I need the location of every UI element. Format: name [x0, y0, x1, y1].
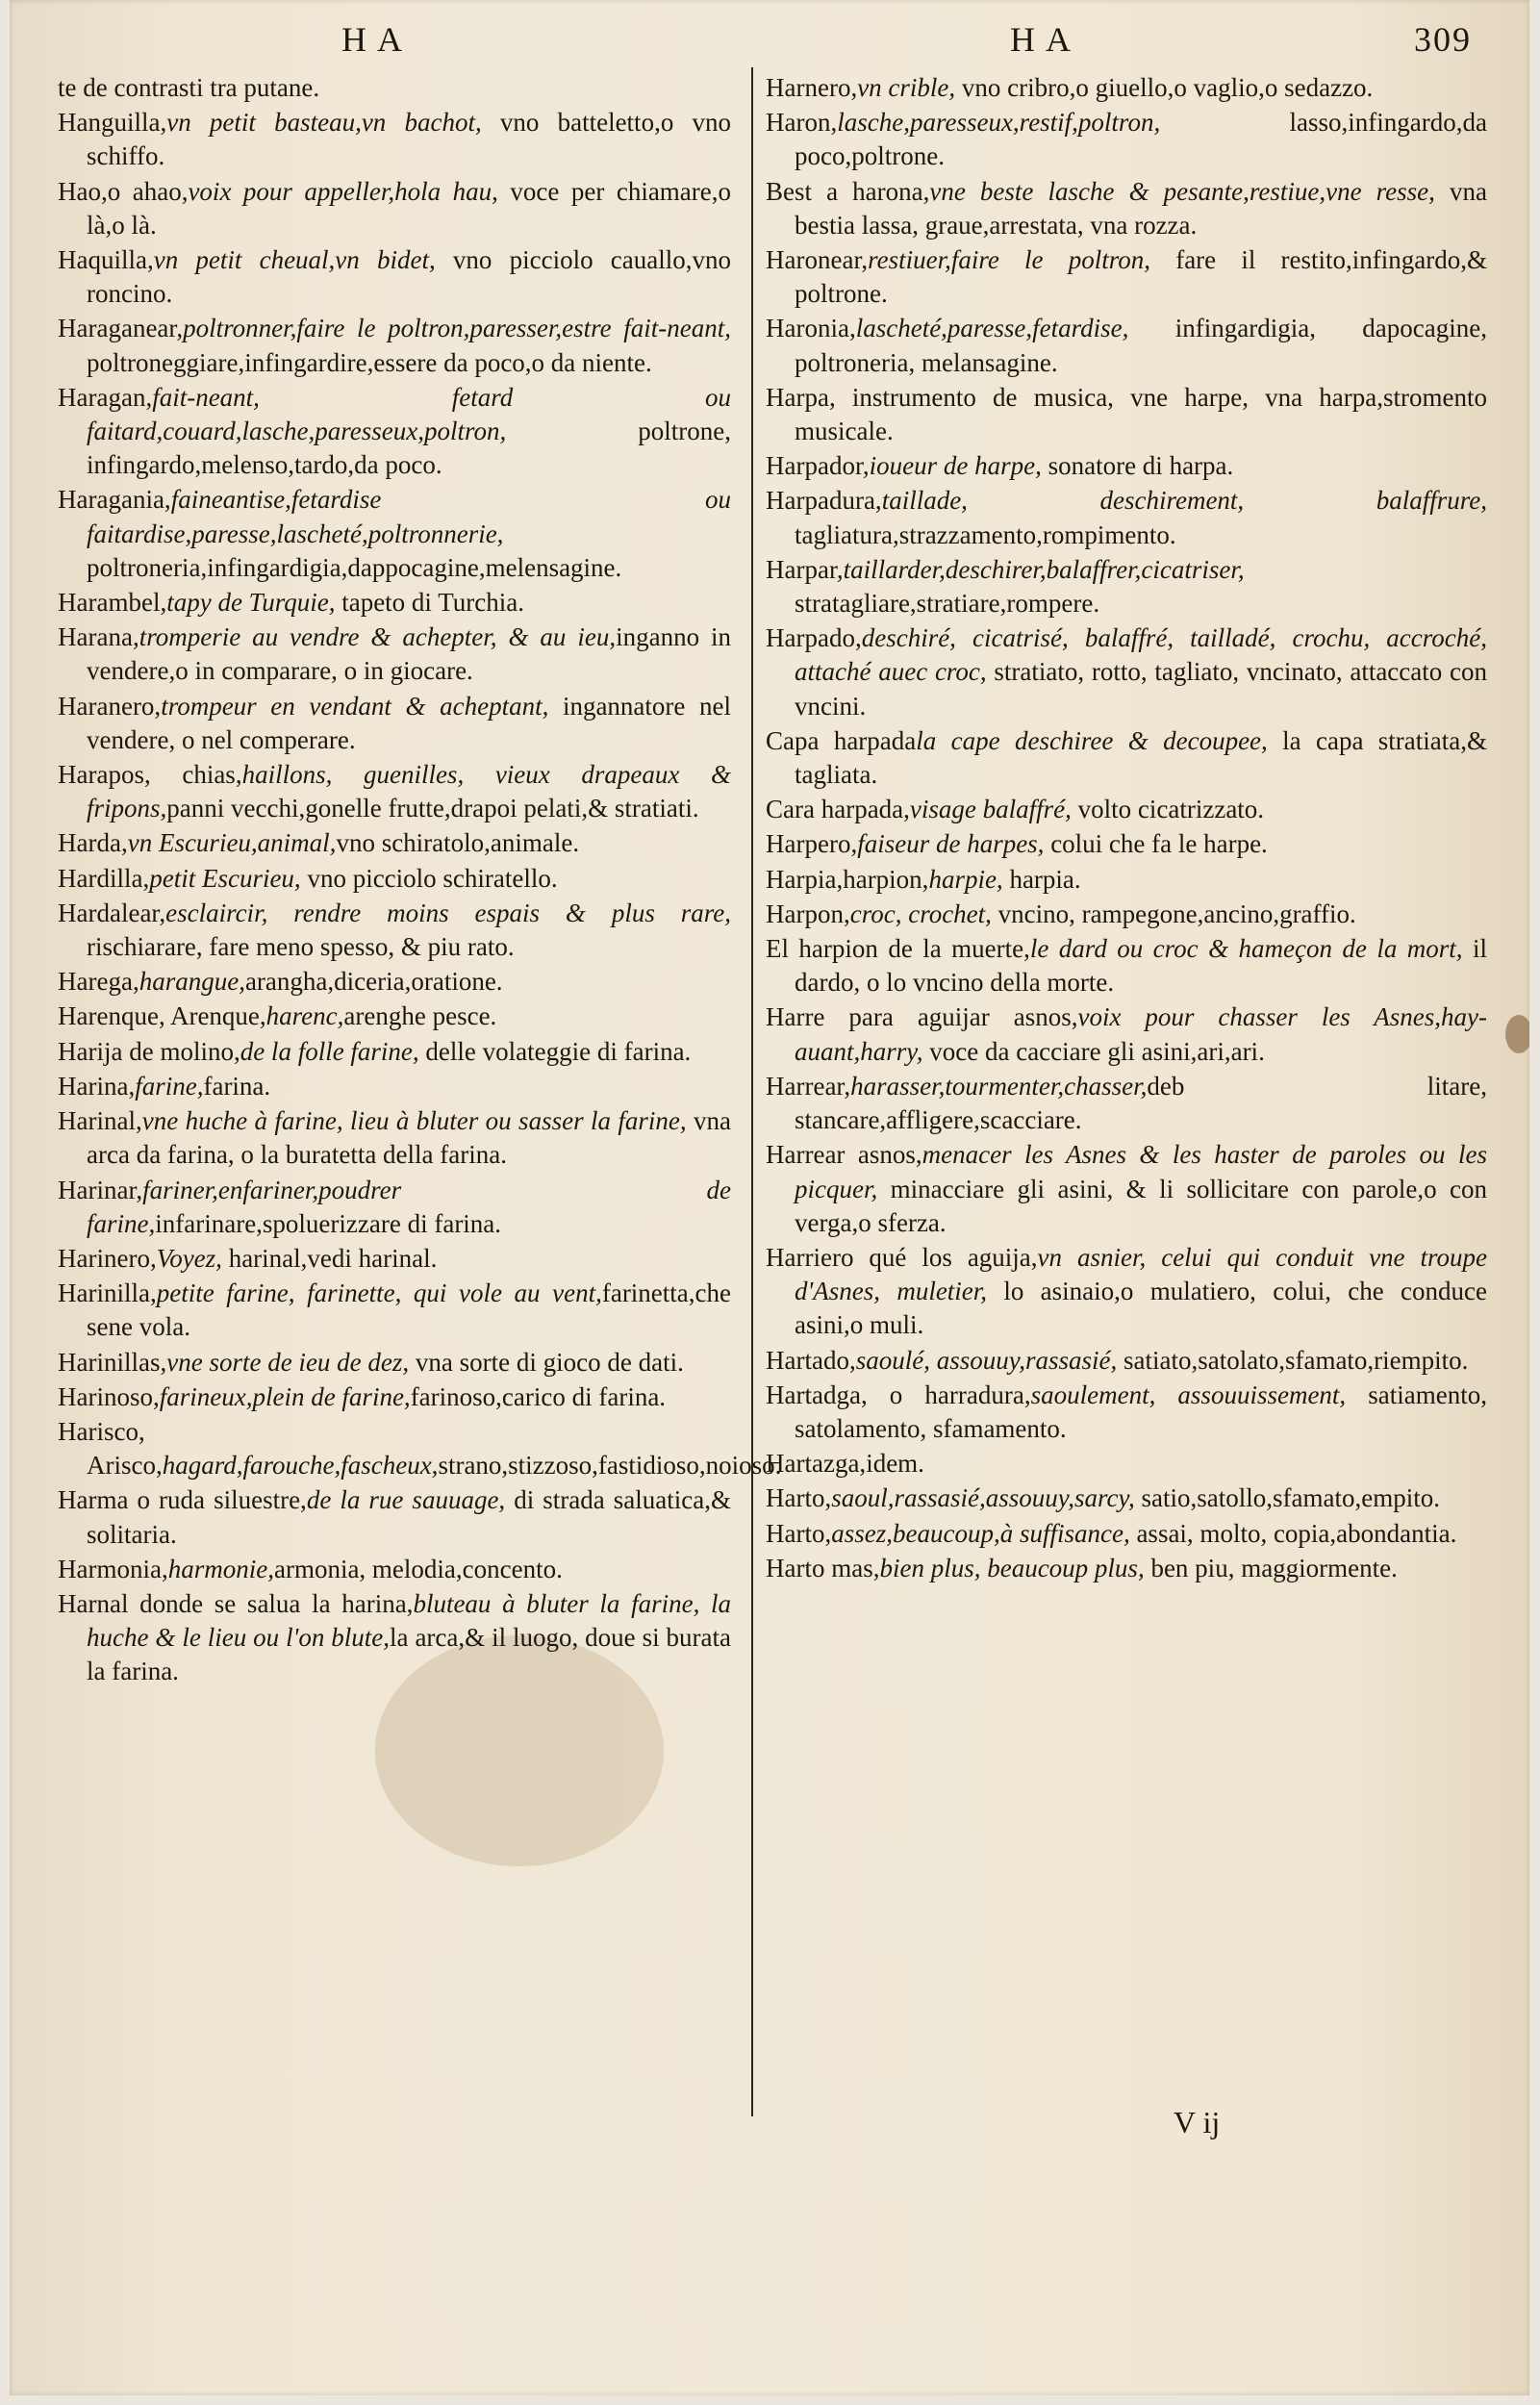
dictionary-entry: [766, 1517, 1487, 1551]
entry-italian: assai, molto, copia,abondantia.: [1129, 1518, 1457, 1548]
entry-french: vn petit basteau,vn bachot,: [166, 108, 482, 138]
entry-french: taillade, deschirement, balaffrure,: [881, 486, 1487, 516]
entry-headword: Harto,: [766, 1518, 832, 1548]
entry-italian: ben piu, maggiormente.: [1144, 1553, 1398, 1582]
dictionary-entry: [766, 1138, 1487, 1240]
dictionary-entry: [766, 106, 1487, 173]
entry-headword: Harpador,: [766, 451, 870, 481]
entry-headword: Harpon,: [766, 899, 850, 928]
entry-french: menacer les Asnes & les haster de paroles ou les picquer,: [795, 1140, 1487, 1203]
entry-italian: satiamento, satolamento, sfamamento.: [795, 1380, 1488, 1443]
dictionary-entry: [58, 106, 731, 173]
entry-italian: vno batteletto,o vno schiffo.: [87, 108, 731, 171]
entry-headword: Hardalear,: [58, 898, 166, 927]
entry-italian: vno picciolo cauallo,vno roncino.: [87, 245, 731, 309]
entry-headword: Harto,: [766, 1483, 832, 1513]
entry-italian: colui che fa le harpe.: [1044, 829, 1268, 859]
entry-french: harpie,: [928, 864, 1003, 894]
entry-headword: Hao,o ahao,: [58, 176, 189, 206]
entry-italian: satiato,satolato,sfamato,riempito.: [1117, 1345, 1469, 1375]
entry-headword: Harisco, Arisco,: [58, 1416, 163, 1481]
dictionary-entry: [58, 1277, 731, 1344]
entry-french: haillons, guenilles, vieux drapeaux & fripons,: [87, 760, 731, 823]
entry-french: harangue,: [139, 967, 245, 997]
dictionary-entry: [58, 826, 731, 860]
entry-french: tapy de Turquie,: [166, 588, 336, 618]
entry-french: le dard ou croc & hameçon de la mort,: [1029, 934, 1463, 964]
entry-headword: Harto mas,: [766, 1553, 880, 1582]
entry-italian: il dardo, o lo vncino della morte.: [795, 934, 1487, 998]
entry-italian: idem.: [866, 1449, 924, 1479]
dictionary-entry: [58, 1483, 731, 1551]
entry-headword: Haronear,: [766, 245, 869, 275]
entry-italian: vno schiratolo,animale.: [336, 828, 580, 858]
entry-italian: di strada saluatica,& solitaria.: [87, 1485, 732, 1549]
entry-french: harasser,tourmenter,chasser,: [850, 1071, 1148, 1101]
entry-french: assez,beaucoup,à suffisance,: [831, 1518, 1130, 1548]
entry-french: faiseur de harpes,: [857, 829, 1045, 859]
entry-french: de la folle farine,: [240, 1036, 419, 1066]
entry-headword: Harambel,: [58, 588, 167, 618]
entry-italian: armonia, melodia,concento.: [273, 1554, 563, 1583]
dictionary-entry: [58, 1587, 731, 1689]
entry-italian: poltrone, infingardo,melenso,tardo,da poco.: [87, 417, 731, 480]
entry-french: vne beste lasche & pesante,restiue,vne resse,: [929, 176, 1435, 206]
dictionary-entry: [766, 1481, 1487, 1515]
entry-french: saoul,rassasié,assouuy,sarcy,: [831, 1483, 1135, 1513]
entry-italian: panni vecchi,gonelle frutte,drapoi pelati,& stratiati.: [166, 794, 699, 823]
entry-headword: Best a harona,: [766, 176, 930, 206]
dictionary-entry: [766, 312, 1487, 379]
entry-french: fait-neant, fetard ou faitard,couard,lasche,paresseux,poltron,: [87, 382, 731, 446]
dictionary-entry: [58, 175, 731, 242]
entry-headword: Harapos, chias,: [58, 760, 242, 790]
running-header: [10, 19, 1529, 77]
entry-french: petite farine, farinette, qui vole au vent,: [156, 1278, 602, 1308]
entry-french: hagard,farouche,fascheux,: [162, 1451, 439, 1481]
dictionary-entry: [58, 1174, 731, 1241]
dictionary-entry: [58, 1242, 731, 1276]
dictionary-entry: [58, 758, 731, 825]
dictionary-entry: [58, 862, 731, 896]
entry-headword: Harpa,: [766, 382, 836, 412]
entry-french: vn Escurieu,animal,: [127, 828, 337, 858]
dictionary-entry: [58, 381, 731, 483]
entry-french: taillarder,deschirer,balaffrer,cicatriser,: [843, 554, 1245, 584]
entry-italian: delle volateggie di farina.: [418, 1036, 692, 1066]
dictionary-entry: [766, 449, 1487, 483]
entry-french: vne sorte de ieu de dez,: [166, 1347, 410, 1377]
entry-headword: Harenque, Arenque,: [58, 1001, 266, 1031]
dictionary-entry: [766, 898, 1487, 931]
entry-italian: harinal,vedi harinal.: [221, 1243, 438, 1273]
entry-french: Voyez,: [156, 1243, 222, 1273]
entry-italian: ingannatore nel vendere, o nel comperare.: [87, 691, 731, 754]
entry-french: bien plus, beaucoup plus,: [879, 1553, 1145, 1582]
entry-headword: Hanguilla,: [58, 108, 167, 138]
entry-headword: Haragan,: [58, 382, 153, 412]
entry-headword: Haronia,: [766, 314, 856, 343]
entry-french: harenc,: [265, 1001, 344, 1031]
entry-headword: Haraganear,: [58, 314, 184, 343]
entry-french: voix pour appeller,hola hau,: [188, 176, 498, 206]
entry-french: harmonie,: [167, 1554, 274, 1583]
entry-italian: fare il restito,infingardo,& poltrone.: [795, 245, 1488, 309]
entry-headword: Hartado,: [766, 1345, 856, 1375]
dictionary-entry: [766, 1447, 1487, 1481]
entry-italian: tapeto di Turchia.: [335, 588, 524, 618]
entry-italian: te de contrasti tra putane.: [58, 73, 320, 102]
page-number: 309: [1414, 20, 1472, 59]
entry-headword: Harrear asnos,: [766, 1140, 922, 1170]
entry-italian: vncino, rampegone,ancino,graffio.: [991, 899, 1356, 928]
entry-headword: Cara harpada,: [766, 795, 910, 824]
dictionary-entry: [766, 1552, 1487, 1585]
entry-french: deschiré, cicatrisé, balaffré, tailladé, crochu, accroché, attaché auec croc,: [795, 623, 1487, 687]
entry-headword: Harana,: [58, 622, 139, 652]
entry-italian: la capa stratiata,& tagliata.: [795, 725, 1487, 790]
dictionary-entry: [58, 243, 731, 311]
dictionary-entry: [58, 1070, 731, 1103]
entry-headword: Haranero,: [58, 691, 162, 721]
entry-french: petit Escurieu,: [149, 863, 301, 893]
left-column: [58, 71, 782, 1690]
entry-french: voix pour chasser les Asnes,hay-auant,harry,: [795, 1002, 1487, 1066]
entry-italian: voce per chiamare,o là,o là.: [87, 176, 732, 240]
dictionary-entry: [58, 1035, 731, 1069]
entry-headword: Hartadga, o harradura,: [766, 1380, 1031, 1409]
ink-stain: [1505, 1015, 1529, 1053]
entry-headword: Harma o ruda siluestre,: [58, 1485, 307, 1515]
entry-italian: strano,stizzoso,fastidioso,noioso.: [438, 1451, 782, 1481]
entry-french: ioueur de harpe,: [869, 451, 1042, 481]
entry-headword: Harnal donde se salua la harina,: [58, 1588, 414, 1618]
entry-french: saoulement, assouuissement,: [1030, 1380, 1347, 1409]
dictionary-entry: [766, 381, 1487, 448]
entry-french: poltronner,faire le poltron,paresser,estre fait-neant,: [183, 314, 731, 343]
dictionary-entry: [766, 793, 1487, 826]
entry-headword: Harinilla,: [58, 1278, 157, 1308]
entry-french: lasche,paresseux,restif,poltron,: [837, 108, 1161, 138]
dictionary-entry: [766, 71, 1487, 105]
entry-italian: lo asinaio,o mulatiero, colui, che conduce asini,o muli.: [795, 1277, 1487, 1340]
entry-italian: la arca,& il luogo, doue si burata la farina.: [87, 1623, 731, 1686]
entry-italian: arenghe pesce.: [343, 1001, 497, 1031]
entry-headword: Harda,: [58, 828, 128, 858]
entry-headword: Harpar,: [766, 554, 844, 584]
dictionary-entry: [766, 1344, 1487, 1378]
entry-french: vn crible,: [857, 73, 956, 102]
entry-italian: vna bestia lassa, graue,arrestata, vna rozza.: [795, 176, 1487, 240]
entry-headword: Harre para aguijar asnos,: [766, 1002, 1078, 1032]
dictionary-entry: [58, 1553, 731, 1586]
entry-italian: voce da cacciare gli asini,ari,ari.: [922, 1036, 1265, 1066]
entry-italian: stratiato, rotto, tagliato, vncinato, attaccato con vncini.: [795, 657, 1487, 721]
dictionary-entry: [766, 827, 1487, 861]
entry-headword: Harega,: [58, 967, 139, 997]
entry-headword: Harina,: [58, 1071, 136, 1101]
entry-headword: Harmonia,: [58, 1554, 168, 1583]
dictionary-entry: [58, 965, 731, 999]
entry-headword: Harpadura,: [766, 486, 882, 516]
entry-italian: instrumento de musica, vne harpe, vna harpa,stromento musicale.: [795, 382, 1487, 446]
entry-italian: vna sorte di gioco de dati.: [409, 1347, 684, 1377]
entry-headword: Capa harpada: [766, 725, 917, 755]
entry-headword: Harinoso,: [58, 1381, 160, 1411]
entry-italian: rischiarare, fare meno spesso, & piu rato.: [87, 932, 515, 962]
dictionary-entry: [58, 620, 731, 688]
entry-italian: vno picciolo schiratello.: [300, 863, 558, 893]
entry-italian: minacciare gli asini, & li sollicitare con parole,o con verga,o sferza.: [795, 1174, 1487, 1237]
entry-french: visage balaffré,: [909, 795, 1072, 824]
entry-italian: inganno in vendere,o in comparare, o in giocare.: [87, 622, 731, 686]
entry-headword: Harriero qué los aguija,: [766, 1242, 1038, 1272]
entry-headword: Haragania,: [58, 485, 171, 515]
entry-french: faineantise,fetardise ou faitardise,paresse,lascheté,poltronnerie,: [87, 485, 731, 548]
dictionary-page: [10, 0, 1529, 2395]
entry-headword: Harpero,: [766, 829, 858, 859]
dictionary-entry: [766, 175, 1487, 242]
entry-headword: Harinar,: [58, 1175, 143, 1204]
entry-french: vn petit cheual,vn bidet,: [153, 245, 436, 275]
dictionary-entry: [766, 724, 1487, 792]
entry-headword: Haron,: [766, 108, 838, 138]
entry-french: farine,: [135, 1071, 204, 1101]
dictionary-entry: [766, 1000, 1487, 1068]
entry-headword: Hardilla,: [58, 863, 150, 893]
entry-italian: stratagliare,stratiare,rompere.: [795, 589, 1100, 619]
entry-french: vne huche à farine, lieu à bluter ou sasser la farine,: [141, 1106, 687, 1136]
entry-headword: Harinal,: [58, 1106, 142, 1136]
entry-italian: sonatore di harpa.: [1041, 451, 1234, 481]
entry-italian: vna arca da farina, o la buratetta della farina.: [87, 1106, 732, 1170]
entry-french: tromperie au vendre & achepter, & au ieu,: [139, 622, 617, 652]
entry-french: farineux,plein de farine,: [159, 1381, 411, 1411]
entry-headword: Harpado,: [766, 623, 862, 653]
entry-french: croc, crochet,: [849, 899, 992, 928]
entry-french: vn asnier, celui qui conduit vne troupe d'Asnes, muletier,: [795, 1242, 1487, 1306]
entry-french: bluteau à bluter la farine, la huche & le lieu ou l'on blute,: [87, 1588, 731, 1653]
entry-french: de la rue sauuage,: [306, 1485, 506, 1515]
dictionary-entry: [766, 553, 1487, 620]
dictionary-entry: [766, 1070, 1487, 1137]
entry-italian: poltroneggiare,infingardire,essere da poco,o da niente.: [87, 347, 652, 377]
signature-mark: V ij: [1174, 2105, 1221, 2139]
entry-italian: farina.: [203, 1071, 271, 1101]
entry-italian: volto cicatrizzato.: [1071, 795, 1265, 824]
entry-french: saoulé, assouuy,rassasié,: [855, 1345, 1118, 1375]
entry-italian: lasso,infingardo,da poco,poltrone.: [795, 108, 1487, 171]
entry-headword: Haquilla,: [58, 245, 154, 275]
entry-french: restiuer,faire le poltron,: [868, 245, 1150, 275]
entry-italian: infingardigia, dapocagine, poltroneria, melansagine.: [795, 314, 1487, 377]
entry-headword: Harija de molino,: [58, 1036, 240, 1066]
dictionary-entry: [58, 1380, 731, 1414]
entry-headword: Harpia,harpion,: [766, 864, 929, 894]
dictionary-entry: [58, 312, 731, 379]
dictionary-entry: [58, 483, 731, 585]
column-divider: [751, 67, 753, 2116]
entry-italian: vno cribro,o giuello,o vaglio,o sedazzo.: [955, 73, 1374, 102]
dictionary-entry: [766, 1379, 1487, 1446]
entry-italian: tagliatura,strazzamento,rompimento.: [795, 519, 1176, 549]
entry-headword: Harinillas,: [58, 1347, 167, 1377]
entry-italian: farinoso,carico di farina.: [410, 1381, 667, 1411]
entry-italian: arangha,diceria,oratione.: [244, 967, 503, 997]
entry-headword: Harrear,: [766, 1071, 851, 1101]
entry-italian: farinetta,che sene vola.: [87, 1278, 731, 1342]
dictionary-entry: [58, 1104, 731, 1172]
dictionary-entry: [58, 1000, 731, 1033]
entry-french: la cape deschiree & decoupee,: [916, 725, 1268, 755]
entry-french: esclaircir, rendre moins espais & plus rare,: [165, 898, 731, 927]
dictionary-entry: [58, 586, 731, 620]
entry-italian: infarinare,spoluerizzare di farina.: [155, 1208, 502, 1238]
entry-french: trompeur en vendant & acheptant,: [161, 691, 549, 721]
entry-headword: Harinero,: [58, 1243, 157, 1273]
dictionary-entry: [58, 690, 731, 757]
entry-italian: harpia.: [1002, 864, 1081, 894]
entry-italian: deb litare, stancare,affligere,scacciare.: [795, 1071, 1487, 1135]
dictionary-entry: [58, 1415, 782, 1482]
entry-italian: satio,satollo,sfamato,empito.: [1134, 1483, 1440, 1513]
dictionary-entry: [766, 932, 1487, 1000]
dictionary-entry: [766, 863, 1487, 897]
entry-headword: Hartazga,: [766, 1449, 867, 1479]
right-column: [766, 71, 1487, 1586]
dictionary-entry: [766, 621, 1487, 723]
header-right-letters: H A: [1010, 20, 1073, 59]
entry-headword: El harpion de la muerte,: [766, 934, 1030, 964]
dictionary-entry: [58, 71, 731, 105]
dictionary-entry: [58, 1346, 731, 1380]
dictionary-entry: [766, 243, 1487, 311]
dictionary-entry: [766, 484, 1487, 551]
header-left-letters: H A: [341, 20, 405, 59]
dictionary-entry: [766, 1241, 1487, 1343]
entry-french: fariner,enfariner,poudrer de farine,: [87, 1175, 731, 1238]
entry-french: lascheté,paresse,fetardise,: [855, 314, 1129, 343]
dictionary-entry: [58, 897, 731, 964]
entry-italian: poltroneria,infingardigia,dappocagine,melensagine.: [87, 552, 622, 582]
entry-headword: Harnero,: [766, 73, 858, 102]
